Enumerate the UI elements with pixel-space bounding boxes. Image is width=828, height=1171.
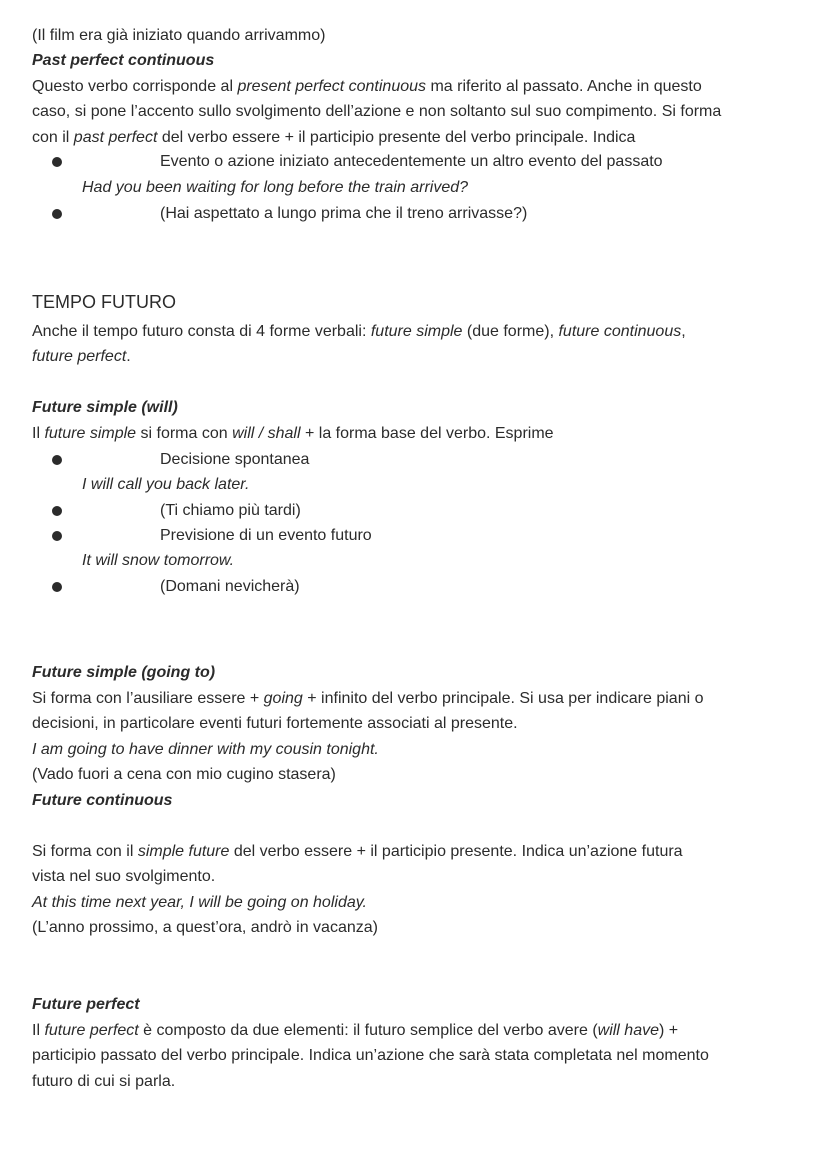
example-sentence: It will snow tomorrow. xyxy=(82,552,235,569)
paragraph-line: Il future simple si forma con will / shall + la forma base del verbo. Esprime xyxy=(32,425,554,442)
heading-past-perfect-continuous: Past perfect continuous xyxy=(32,52,215,69)
example-sentence: I will call you back later. xyxy=(82,476,250,493)
paragraph-line: Si forma con il simple future del verbo essere + il participio presente. Indica un’azione futura xyxy=(32,843,683,860)
paragraph-line: participio passato del verbo principale. Indica un’azione che sarà stata completata nel momento xyxy=(32,1047,709,1064)
bullet-text: (Domani nevicherà) xyxy=(160,578,300,595)
bullet-text: (Ti chiamo più tardi) xyxy=(160,502,301,519)
heading-future-simple-will: Future simple (will) xyxy=(32,399,178,416)
bullet-text: Evento o azione iniziato antecedentemente un altro evento del passato xyxy=(160,153,663,170)
paragraph-line: caso, si pone l’accento sullo svolgimento dell’azione e non soltanto sul suo compimento. Si forma xyxy=(32,103,722,120)
bullet-text: (Hai aspettato a lungo prima che il treno arrivasse?) xyxy=(160,205,528,222)
example-sentence: At this time next year, I will be going on holiday. xyxy=(32,894,367,911)
heading-future-continuous: Future continuous xyxy=(32,792,173,809)
paragraph-line: Il future perfect è composto da due elementi: il futuro semplice del verbo avere (will have) + xyxy=(32,1022,679,1039)
bullet-icon xyxy=(52,455,62,465)
heading-future-perfect: Future perfect xyxy=(32,996,140,1013)
bullet-icon xyxy=(52,531,62,541)
paragraph-line: Questo verbo corrisponde al present perfect continuous ma riferito al passato. Anche in questo xyxy=(32,78,702,95)
paragraph-line: con il past perfect del verbo essere + il participio presente del verbo principale. Indica xyxy=(32,129,636,146)
paragraph-line: decisioni, in particolare eventi futuri fortemente associati al presente. xyxy=(32,715,518,732)
heading-tempo-futuro: TEMPO FUTURO xyxy=(32,292,176,312)
intro-translation: (Il film era già iniziato quando arrivammo) xyxy=(32,27,326,44)
bullet-icon xyxy=(52,582,62,592)
example-sentence: I am going to have dinner with my cousin tonight. xyxy=(32,741,379,758)
heading-future-simple-going-to: Future simple (going to) xyxy=(32,664,216,681)
bullet-icon xyxy=(52,506,62,516)
paragraph-line: future perfect. xyxy=(32,348,131,365)
example-translation: (Vado fuori a cena con mio cugino stasera) xyxy=(32,766,336,783)
bullet-icon xyxy=(52,157,62,167)
paragraph-line: Si forma con l’ausiliare essere + going + infinito del verbo principale. Si usa per indicare piani o xyxy=(32,690,704,707)
example-sentence: Had you been waiting for long before the train arrived? xyxy=(82,179,469,196)
bullet-text: Decisione spontanea xyxy=(160,451,310,468)
paragraph-line: vista nel suo svolgimento. xyxy=(32,868,216,885)
paragraph-line: Anche il tempo futuro consta di 4 forme verbali: future simple (due forme), future continuous, xyxy=(32,323,686,340)
bullet-icon xyxy=(52,209,62,219)
example-translation: (L’anno prossimo, a quest’ora, andrò in vacanza) xyxy=(32,919,378,936)
bullet-text: Previsione di un evento futuro xyxy=(160,527,372,544)
paragraph-line: futuro di cui si parla. xyxy=(32,1073,176,1090)
